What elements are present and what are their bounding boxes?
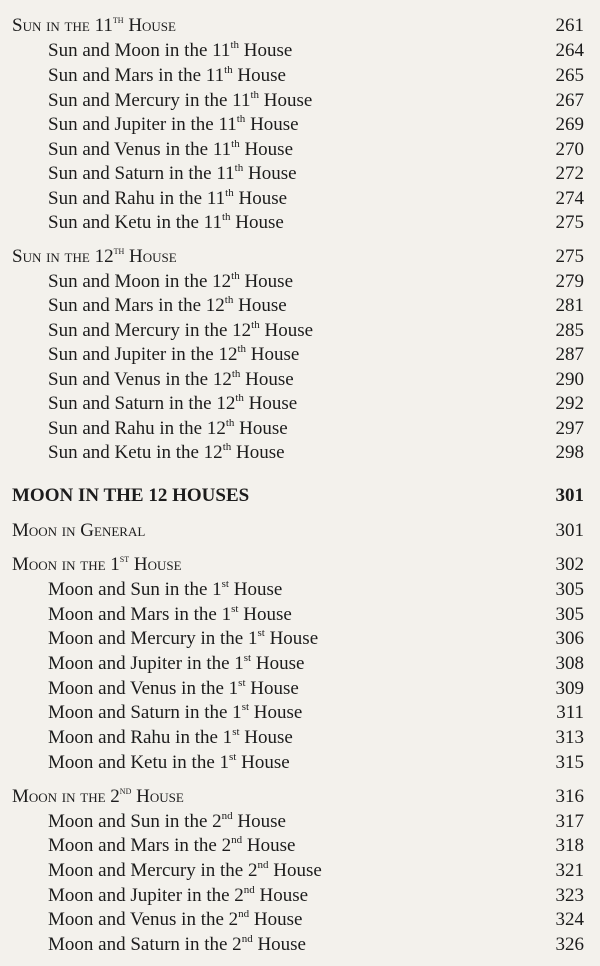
ordinal-suffix: th xyxy=(231,270,240,282)
ordinal-suffix: nd xyxy=(243,884,255,896)
toc-title-suffix: House xyxy=(231,442,285,463)
toc-page-number: 313 xyxy=(555,727,584,748)
toc-page-number: 297 xyxy=(555,418,584,439)
toc-title-text: Moon and Mercury in the 1 xyxy=(48,628,258,649)
toc-title-text: Sun and Saturn in the 11 xyxy=(48,163,235,184)
toc-title-text: Sun and Mercury in the 11 xyxy=(48,90,251,111)
toc-title-text: Sun and Mercury in the 12 xyxy=(48,320,252,341)
toc-page-number: 272 xyxy=(555,163,584,184)
toc-title xyxy=(48,138,293,162)
toc-title xyxy=(48,859,322,883)
toc-title xyxy=(48,441,285,465)
ordinal-suffix: th xyxy=(222,441,232,453)
toc-title xyxy=(48,677,299,701)
toc-title-suffix: House xyxy=(239,139,294,160)
toc-page-number: 298 xyxy=(555,442,584,463)
toc-page-number: 308 xyxy=(555,653,584,674)
toc-page-number: 265 xyxy=(555,65,584,86)
ordinal-suffix: th xyxy=(236,113,246,125)
toc-title-suffix: House xyxy=(242,835,296,856)
toc-title xyxy=(48,933,306,957)
toc-title-suffix: House xyxy=(268,860,322,881)
toc-title-text: Sun in the 11 xyxy=(12,15,113,36)
toc-title-suffix: House xyxy=(239,40,293,61)
ordinal-suffix: th xyxy=(225,187,234,199)
toc-page-number: 287 xyxy=(555,344,584,365)
toc-title-text: Sun and Rahu in the 11 xyxy=(48,188,226,209)
toc-title-suffix: House xyxy=(245,678,299,699)
toc-title-suffix: House xyxy=(243,393,298,414)
toc-title-suffix: House xyxy=(249,702,303,723)
toc-title-text: Sun and Moon in the 12 xyxy=(48,271,232,292)
toc-page-number: 301 xyxy=(555,485,584,506)
toc-title xyxy=(48,294,287,318)
toc-title xyxy=(48,392,297,416)
ordinal-suffix: th xyxy=(235,392,244,404)
ordinal-suffix: st xyxy=(241,701,250,713)
toc-title-suffix: House xyxy=(240,369,294,390)
toc-title-suffix: House xyxy=(233,295,287,316)
toc-title-text: Moon in the 2 xyxy=(12,786,120,807)
toc-title xyxy=(12,785,184,809)
toc-page-number: 261 xyxy=(555,15,584,36)
toc-title xyxy=(12,484,249,508)
toc-title-suffix: House xyxy=(264,628,319,649)
toc-title xyxy=(48,89,312,113)
toc-title-text: Moon in the 1 xyxy=(12,554,120,575)
toc-title-text: Sun and Mars in the 11 xyxy=(48,65,225,86)
toc-title xyxy=(48,701,302,725)
toc-title-text: Moon and Mercury in the 2 xyxy=(48,860,258,881)
ordinal-suffix: st xyxy=(119,553,130,565)
toc-title-text: Moon and Ketu in the 1 xyxy=(48,752,230,773)
toc-page-number: 269 xyxy=(555,114,584,135)
ordinal-suffix: th xyxy=(113,245,125,257)
toc-page-number: 275 xyxy=(555,212,584,233)
ordinal-suffix: th xyxy=(231,368,241,380)
toc-title-text: Moon and Sun in the 1 xyxy=(48,579,222,600)
toc-title xyxy=(48,603,292,627)
ordinal-suffix: th xyxy=(224,64,233,76)
ordinal-suffix: th xyxy=(224,294,234,306)
ordinal-suffix: st xyxy=(243,652,252,664)
toc-page-number: 311 xyxy=(556,702,584,723)
toc-page-number: 318 xyxy=(555,835,584,856)
toc-page-number: 302 xyxy=(555,554,584,575)
toc-title-text: Sun and Venus in the 12 xyxy=(48,369,232,390)
toc-title xyxy=(48,908,302,932)
toc-title-text: Sun and Moon in the 11 xyxy=(48,40,231,61)
toc-title-text: Moon and Sun in the 2 xyxy=(48,811,222,832)
toc-title xyxy=(48,834,295,858)
toc-page-number: 264 xyxy=(555,40,584,61)
ordinal-suffix: nd xyxy=(238,908,250,920)
toc-title-text: Moon and Venus in the 2 xyxy=(48,909,239,930)
ordinal-suffix: th xyxy=(231,138,240,150)
toc-page-number: 324 xyxy=(555,909,584,930)
toc-title xyxy=(48,39,292,63)
toc-title xyxy=(48,751,290,775)
toc-title-text: MOON IN THE 12 HOUSES xyxy=(12,485,250,506)
toc-title-text: Moon and Mars in the 1 xyxy=(48,604,232,625)
toc-title-text: Moon and Saturn in the 2 xyxy=(48,934,242,955)
toc-title-suffix: House xyxy=(238,604,292,625)
toc-page-number: 315 xyxy=(555,752,584,773)
toc-title-text: Sun and Ketu in the 12 xyxy=(48,442,223,463)
toc-title-suffix: House xyxy=(232,65,286,86)
toc-title-suffix: House xyxy=(230,212,284,233)
toc-title-suffix: House xyxy=(239,271,294,292)
toc-title-text: Sun and Rahu in the 12 xyxy=(48,418,226,439)
toc-title-text: Sun and Jupiter in the 11 xyxy=(48,114,237,135)
toc-page-number: 326 xyxy=(555,934,584,955)
toc-page-number: 316 xyxy=(555,786,584,807)
toc-title xyxy=(48,187,287,211)
ordinal-suffix: nd xyxy=(221,810,233,822)
toc-title-suffix: House xyxy=(259,90,313,111)
toc-title xyxy=(48,726,293,750)
toc-title xyxy=(12,519,145,543)
ordinal-suffix: nd xyxy=(231,834,243,846)
toc-title-suffix: House xyxy=(254,885,309,906)
toc-title-suffix: House xyxy=(124,246,177,267)
toc-title xyxy=(12,553,182,577)
toc-title-suffix: House xyxy=(123,15,176,36)
toc-page-number: 290 xyxy=(555,369,584,390)
ordinal-suffix: nd xyxy=(241,933,253,945)
toc-page-number: 301 xyxy=(555,520,584,541)
toc-title-text: Sun and Mars in the 12 xyxy=(48,295,225,316)
toc-page-number: 275 xyxy=(555,246,584,267)
toc-title-suffix: House xyxy=(239,727,293,748)
toc-title-text: Moon and Mars in the 2 xyxy=(48,835,232,856)
toc-title xyxy=(48,64,286,88)
toc-page-number: 321 xyxy=(555,860,584,881)
toc-title xyxy=(48,319,313,343)
ordinal-suffix: st xyxy=(231,603,239,615)
toc-page-number: 317 xyxy=(555,811,584,832)
toc-title-suffix: House xyxy=(251,653,305,674)
ordinal-suffix: st xyxy=(229,751,237,763)
toc-title xyxy=(48,343,299,367)
toc-title xyxy=(48,810,286,834)
toc-page-number: 305 xyxy=(555,579,584,600)
toc-title-text: Sun and Ketu in the 11 xyxy=(48,212,222,233)
ordinal-suffix: th xyxy=(225,417,235,429)
toc-title-suffix: House xyxy=(249,909,303,930)
toc-title-suffix: House xyxy=(233,188,288,209)
toc-title-text: Moon and Rahu in the 1 xyxy=(48,727,233,748)
toc-title-suffix: House xyxy=(232,811,286,832)
toc-title-suffix: House xyxy=(259,320,314,341)
toc-page-number: 305 xyxy=(555,604,584,625)
toc-title-suffix: House xyxy=(245,114,299,135)
toc-title-text: Moon in General xyxy=(12,520,146,541)
toc-title xyxy=(48,652,304,676)
ordinal-suffix: th xyxy=(221,211,231,223)
toc-title-suffix: House xyxy=(131,786,184,807)
toc-title xyxy=(48,113,299,137)
ordinal-suffix: th xyxy=(234,162,244,174)
toc-page-number: 306 xyxy=(555,628,584,649)
ordinal-suffix: st xyxy=(221,578,229,590)
toc-title xyxy=(12,245,177,269)
toc-title-text: Moon and Jupiter in the 1 xyxy=(48,653,244,674)
toc-page-number: 274 xyxy=(555,188,584,209)
toc-title xyxy=(48,368,294,392)
toc-page-number: 279 xyxy=(555,271,584,292)
ordinal-suffix: st xyxy=(257,627,265,639)
toc-page-number: 292 xyxy=(555,393,584,414)
toc-title-suffix: House xyxy=(243,163,297,184)
toc-title xyxy=(12,14,176,38)
toc-title-suffix: House xyxy=(234,418,288,439)
ordinal-suffix: th xyxy=(237,343,247,355)
toc-page-number: 285 xyxy=(555,320,584,341)
toc-title-suffix: House xyxy=(246,344,300,365)
toc-title-suffix: House xyxy=(252,934,306,955)
toc-page-number: 270 xyxy=(555,139,584,160)
toc-title xyxy=(48,270,293,294)
toc-title-text: Sun and Saturn in the 12 xyxy=(48,393,236,414)
toc-title-text: Moon and Venus in the 1 xyxy=(48,678,239,699)
toc-page-number: 281 xyxy=(555,295,584,316)
ordinal-suffix: th xyxy=(250,89,260,101)
toc-title xyxy=(48,211,284,235)
toc-title-text: Moon and Jupiter in the 2 xyxy=(48,885,244,906)
toc-title-text: Sun and Venus in the 11 xyxy=(48,139,232,160)
toc-title-suffix: House xyxy=(129,554,182,575)
ordinal-suffix: nd xyxy=(119,785,132,797)
toc-title-suffix: House xyxy=(236,752,290,773)
toc-page-number: 267 xyxy=(555,90,584,111)
toc-title-text: Moon and Saturn in the 1 xyxy=(48,702,242,723)
toc-title-suffix: House xyxy=(228,579,283,600)
ordinal-suffix: st xyxy=(232,726,240,738)
toc-title xyxy=(48,578,282,602)
toc-title xyxy=(48,884,308,908)
ordinal-suffix: th xyxy=(230,39,239,51)
toc-page-number: 309 xyxy=(555,678,584,699)
toc-title xyxy=(48,627,318,651)
ordinal-suffix: nd xyxy=(257,859,269,871)
ordinal-suffix: th xyxy=(112,14,124,26)
toc-title xyxy=(48,417,288,441)
ordinal-suffix: th xyxy=(251,319,260,331)
ordinal-suffix: st xyxy=(238,677,246,689)
toc-page-number: 323 xyxy=(555,885,584,906)
toc-title-text: Sun and Jupiter in the 12 xyxy=(48,344,238,365)
toc-title-text: Sun in the 12 xyxy=(12,246,114,267)
toc-title xyxy=(48,162,297,186)
